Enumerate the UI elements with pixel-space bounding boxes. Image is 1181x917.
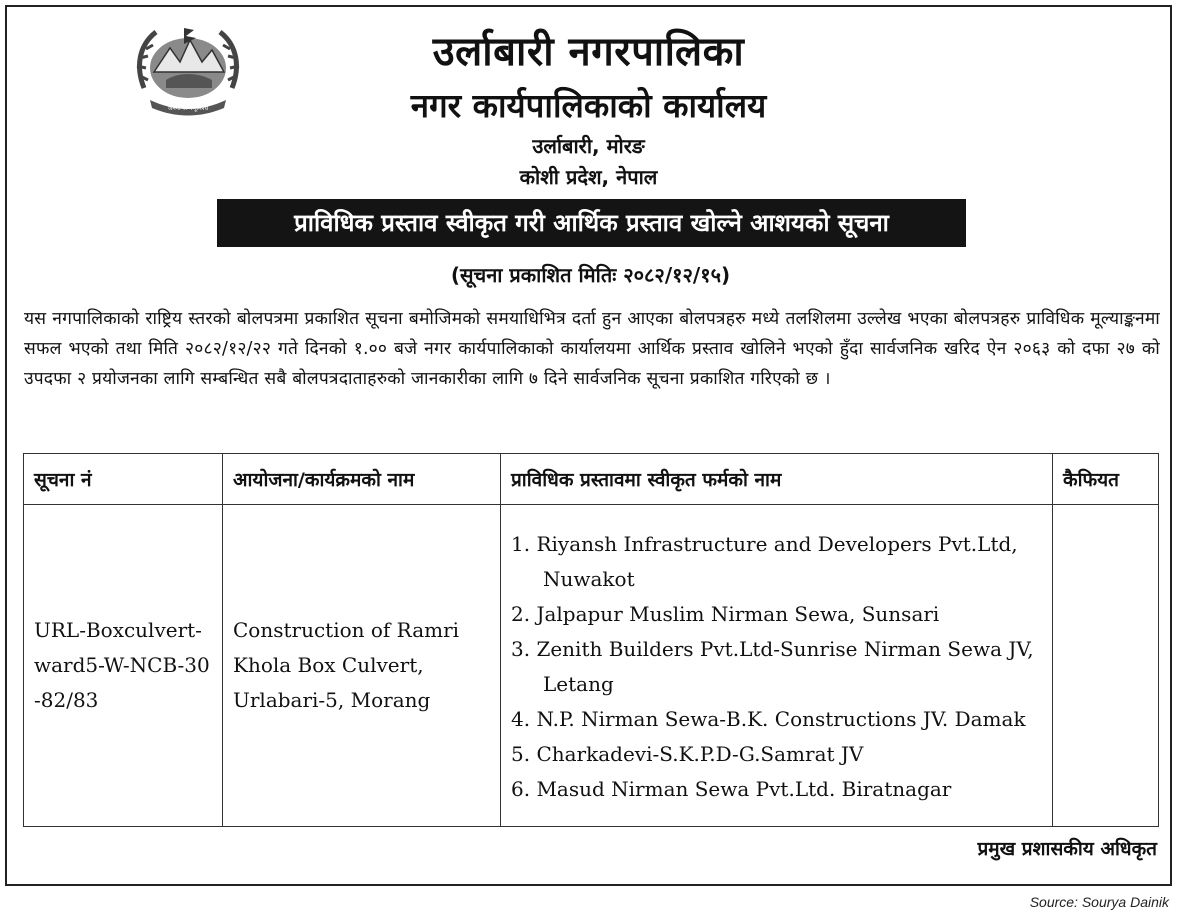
- list-item: 6. Masud Nirman Sewa Pvt.Ltd. Biratnagar: [511, 776, 952, 801]
- list-item: 5. Charkadevi-S.K.P.D-G.Samrat JV: [511, 741, 864, 766]
- notice-body: यस नगपालिकाको राष्ट्रिय स्तरको बोलपत्रमा प्रकाशित सूचना बमोजिमको समयाधिभित्र दर्ता हुन आएका बोलपत्रहरु मध्ये तलशिलमा उल्लेख भएका बोलपत्रहरु प्राविधिक मूल्याङ्कनमा सफल भएको तथा मिति २०८२/१२/२२ गते दिनको १.०० बजे नगर कार्यपालिकाको कार्यालयमा आर्थिक प्रस्ताव खोलिने भएको हुँदा सार्वजनिक खरिद ऐन २०६३ को दफा २७ को उपदफा २ प्रयोजनका लागि सम्बन्धित सबै बोलपत्रदाताहरुको जानकारीका लागि ७ दिने सार्वजनिक सूचना प्रकाशित गरिएको छ ।: [24, 309, 1160, 389]
- cell-remarks: [1053, 505, 1159, 827]
- list-item: 4. N.P. Nirman Sewa-B.K. Constructions JV. Damak: [511, 706, 1026, 731]
- notice-title: प्राविधिक प्रस्ताव स्वीकृत गरी आर्थिक प्रस्ताव खोल्ने आशयको सूचना: [217, 199, 966, 247]
- firm-list: [511, 527, 1042, 807]
- list-item: 1. Riyansh Infrastructure and Developers Pvt.Ltd, Nuwakot: [511, 531, 1018, 591]
- source-credit: Source: Sourya Dainik: [1029, 894, 1169, 910]
- office-address: उर्लाबारी, मोरङ: [532, 134, 645, 158]
- signature-title: प्रमुख प्रशासकीय अधिकृत: [977, 838, 1157, 860]
- table-header-row: [24, 454, 1159, 505]
- header-project-name: आयोजना/कार्यक्रमको नाम: [223, 454, 501, 505]
- list-item: 3. Zenith Builders Pvt.Ltd-Sunrise Nirman Sewa JV, Letang: [511, 636, 1034, 696]
- svg-text:जननी जन्मभूमिश्च: जननी जन्मभूमिश्च: [167, 105, 209, 112]
- header-remarks: कैफियत: [1053, 454, 1159, 505]
- office-name: नगर कार्यपालिकाको कार्यालय: [410, 86, 767, 125]
- office-province: कोशी प्रदेश, नेपाल: [519, 165, 658, 189]
- municipality-name: उर्लाबारी नगरपालिका: [432, 29, 745, 75]
- header-approved-firms: प्राविधिक प्रस्तावमा स्वीकृत फर्मको नाम: [501, 454, 1053, 505]
- cell-firms: [501, 505, 1053, 827]
- cell-project-name: Construction of Ramri Khola Box Culvert, Urlabari-5, Morang: [223, 505, 501, 827]
- published-date: (सूचना प्रकाशित मितिः २०८२/१२/१५): [450, 263, 731, 287]
- table-row: [24, 505, 1159, 827]
- tender-table: [23, 453, 1159, 827]
- list-item: 2. Jalpapur Muslim Nirman Sewa, Sunsari: [511, 601, 940, 626]
- cell-notice-no: URL-Boxculvert-ward5-W-NCB-30-82/83: [24, 505, 223, 827]
- header-notice-no: सूचना नं: [24, 454, 223, 505]
